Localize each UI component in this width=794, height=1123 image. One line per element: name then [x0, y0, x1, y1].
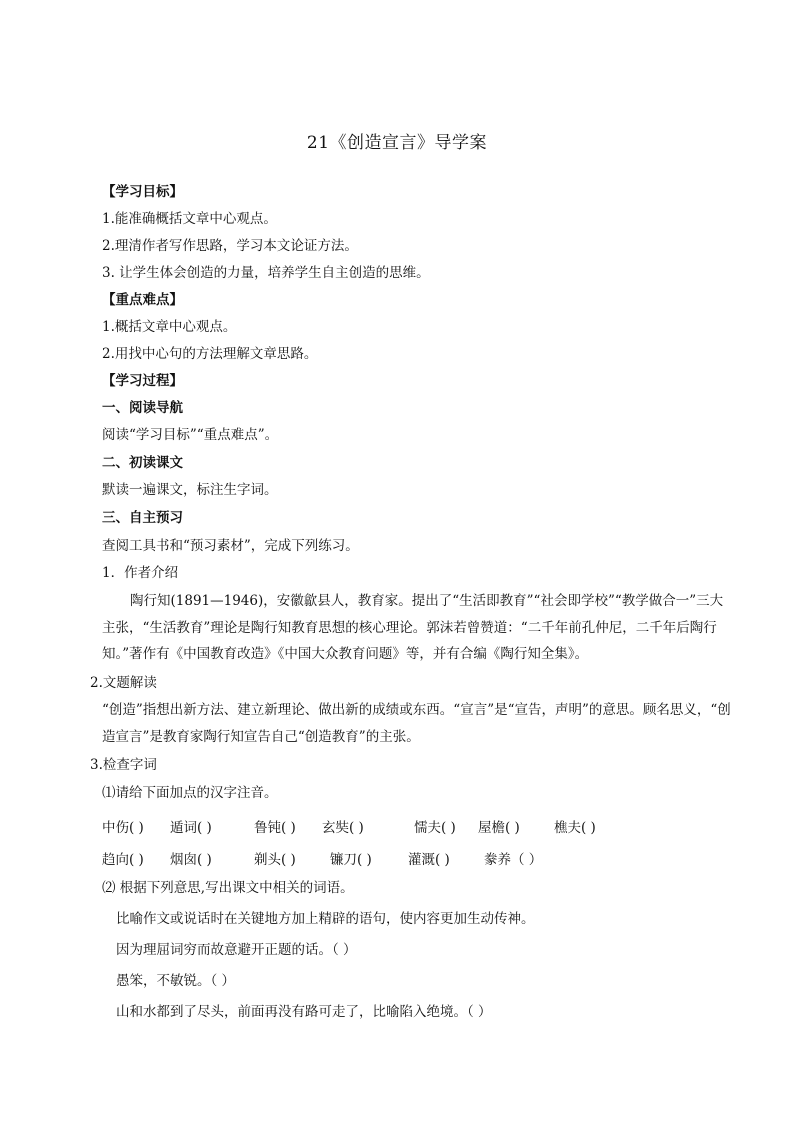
section-text: 默读一遍课文，标注生字词。 — [102, 482, 278, 498]
process-heading: 【学习过程】 — [102, 373, 183, 389]
author-paragraph: 陶行知(1891—1946)，安徽歙县人，教育家。提出了“生活即教育”“社会即学校”“教学做合一”三大主张，“生活教育”理论是陶行知教育思想的核心理论。郭沫若曾赞道：“二千年前孔仲尼，二千年后陶行知。”著作有《中国教育改造》《中国大众教育问题》等，并有合编《陶行知全集》。 — [102, 593, 724, 662]
section-heading: 一、阅读导航 — [102, 400, 183, 416]
topic-paragraph: “创造”指想出新方法、建立新理论、做出新的成绩或东西。“宣言”是“宣告，声明”的意思。顾名思义，“创造宣言”是教育家陶行知宣告自己“创造教育”的主张。 — [102, 702, 731, 745]
word-item: 灌溉( ) — [408, 852, 450, 868]
section-text: 查阅工具书和“预习素材”，完成下列练习。 — [102, 538, 359, 554]
topic-heading: 2.文题解读 — [90, 675, 157, 691]
definition-item: 山和水都到了尽头，前面再没有路可走了，比喻陷入绝境。（ ） — [116, 1004, 492, 1020]
word-item: 鲁钝( ) — [254, 820, 296, 836]
question-1: ⑴请给下面加点的汉字注音。 — [102, 785, 278, 801]
words-heading: 3.检查字词 — [90, 757, 157, 773]
goal-item: 3. 让学生体会创造的力量，培养学生自主创造的思维。 — [102, 265, 430, 281]
word-item: 中伤( ) — [102, 820, 144, 836]
definition-item: 因为理屈词穷而故意避开正题的话。（ ） — [116, 942, 357, 958]
word-item: 趋向( ) — [102, 852, 144, 868]
word-item: 樵夫( ) — [554, 820, 596, 836]
key-point-item: 2.用找中心句的方法理解文章思路。 — [102, 346, 318, 362]
definition-item: 愚笨，不敏锐。（ ） — [116, 973, 236, 989]
goal-item: 1.能准确概括文章中心观点。 — [102, 211, 277, 227]
section-text: 阅读“学习目标”“重点难点”。 — [102, 427, 279, 443]
question-2: ⑵ 根据下列意思,写出课文中相关的词语。 — [102, 880, 354, 896]
word-item: 镰刀( ) — [330, 852, 372, 868]
goal-item: 2.理清作者写作思路，学习本文论证方法。 — [102, 238, 358, 254]
word-item: 剃头( ) — [254, 852, 296, 868]
definition-item: 比喻作文或说话时在关键地方加上精辟的语句，使内容更加生动传神。 — [116, 911, 535, 927]
word-item: 玄奘( ) — [322, 820, 364, 836]
section-heading: 二、初读课文 — [102, 455, 183, 471]
key-point-item: 1.概括文章中心观点。 — [102, 319, 237, 335]
word-item: 懦夫( ) — [414, 820, 456, 836]
page-title: 21《创造宣言》导学案 — [306, 133, 488, 153]
key-points-heading: 【重点难点】 — [102, 292, 183, 308]
word-item: 豢养（ ） — [484, 852, 543, 868]
word-item: 烟囱( ) — [170, 852, 212, 868]
section-heading: 三、自主预习 — [102, 510, 183, 526]
goals-heading: 【学习目标】 — [102, 184, 183, 200]
word-item: 屋檐( ) — [478, 820, 520, 836]
author-heading: 1．作者介绍 — [102, 565, 179, 581]
word-item: 遁词( ) — [170, 820, 212, 836]
